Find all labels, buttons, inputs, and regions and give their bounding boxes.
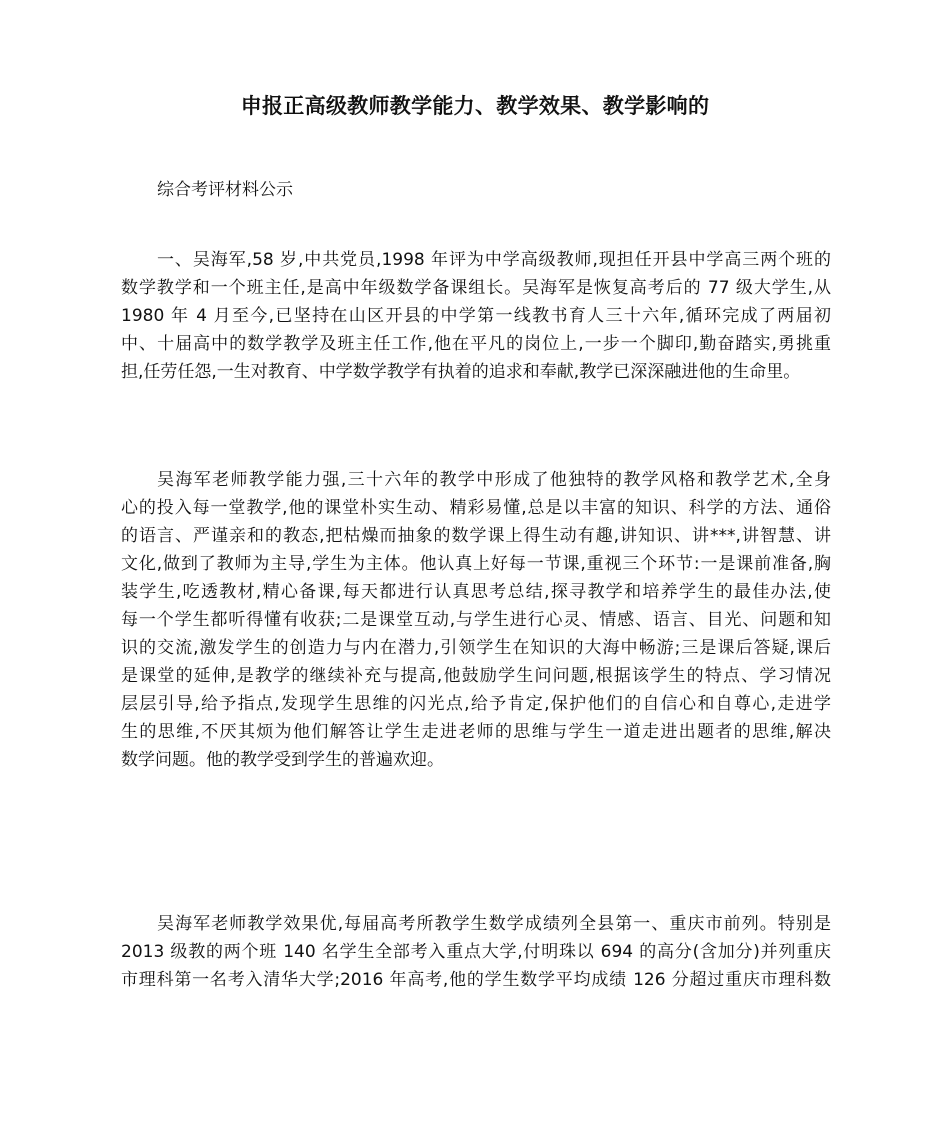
- paragraph-line: 一、吴海军,58 岁,中共党员,1998 年评为中学高级教师,现担任开县中学高三两个班的: [157, 250, 831, 270]
- paragraph-line: 数学教学和一个班主任,是高中年级数学备课组长。吴海军是恢复高考后的 77 级大学生,从: [121, 278, 831, 298]
- paragraph-1: [121, 246, 831, 386]
- paragraph-line: 数学问题。他的教学受到学生的普遍欢迎。: [121, 750, 444, 770]
- paragraph-line: 1980 年 4 月至今,已坚持在山区开县的中学第一线教书育人三十六年,循环完成了两届初: [121, 306, 831, 326]
- paragraph-line: 心的投入每一堂教学,他的课堂朴实生动、精彩易懂,总是以丰富的知识、科学的方法、通俗: [121, 498, 831, 518]
- document-title: 申报正高级教师教学能力、教学效果、教学影响的: [240, 94, 710, 118]
- paragraph-line: 2013 级教的两个班 140 名学生全部考入重点大学,付明珠以 694 的高分(含加分)并列重庆: [121, 942, 831, 962]
- paragraph-line: 吴海军老师教学效果优,每届高考所教学生数学成绩列全县第一、重庆市前列。特别是: [157, 914, 831, 934]
- document-subtitle: 综合考评材料公示: [157, 180, 293, 200]
- paragraph-line: 是课堂的延伸,是教学的继续补充与提高,他鼓励学生问问题,根据该学生的特点、学习情况: [121, 666, 831, 686]
- paragraph-line: 每一个学生都听得懂有收获;二是课堂互动,与学生进行心灵、情感、语言、目光、问题和知: [121, 610, 831, 630]
- paragraph-line: 装学生,吃透教材,精心备课,每天都进行认真思考总结,探寻教学和培养学生的最佳办法,使: [121, 582, 831, 602]
- paragraph-line: 的语言、严谨亲和的教态,把枯燥而抽象的数学课上得生动有趣,讲知识、讲***,讲智慧、讲: [121, 526, 831, 546]
- paragraph-line: 层层引导,给予指点,发现学生思维的闪光点,给予肯定,保护他们的自信心和自尊心,走进学: [121, 694, 831, 714]
- paragraph-line: 识的交流,激发学生的创造力与内在潜力,引领学生在知识的大海中畅游;三是课后答疑,课后: [121, 638, 831, 658]
- paragraph-2: [121, 466, 831, 774]
- paragraph-line: 吴海军老师教学能力强,三十六年的教学中形成了他独特的教学风格和教学艺术,全身: [157, 470, 831, 490]
- paragraph-line: 中、十届高中的数学教学及班主任工作,他在平凡的岗位上,一步一个脚印,勤奋踏实,勇挑重: [121, 334, 831, 354]
- paragraph-line: 生的思维,不厌其烦为他们解答让学生走进老师的思维与学生一道走进出题者的思维,解决: [121, 722, 831, 742]
- paragraph-line: 文化,做到了教师为主导,学生为主体。他认真上好每一节课,重视三个环节:一是课前准备,胸: [121, 554, 831, 574]
- paragraph-line: 市理科第一名考入清华大学;2016 年高考,他的学生数学平均成绩 126 分超过重庆市理科数: [121, 970, 831, 990]
- paragraph-line: 担,任劳任怨,一生对教育、中学数学教学有执着的追求和奉献,教学已深深融进他的生命里。: [121, 362, 801, 382]
- paragraph-3: [121, 910, 831, 994]
